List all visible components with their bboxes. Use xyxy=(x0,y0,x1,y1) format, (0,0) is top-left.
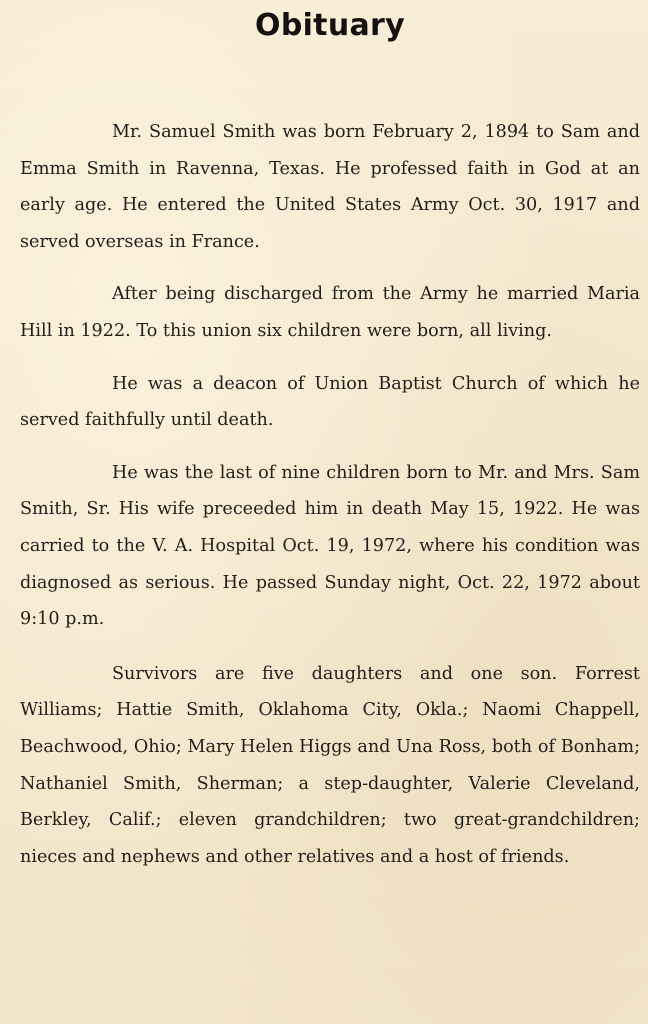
paragraph-church: He was a deacon of Union Baptist Church of which he served faithfully until death. xyxy=(20,373,640,431)
paragraph-marriage: After being discharged from the Army he married Maria Hill in 1922. To this union six children were born, all living. xyxy=(20,284,640,341)
paragraph-birth-and-service: Mr. Samuel Smith was born February 2, 1894 to Sam and Emma Smith in Ravenna, Texas. He professed faith in God at an early age. He entered the United States Army Oct. 30, 1917 and served overseas in France. xyxy=(20,122,640,252)
paragraph-family-and-death: He was the last of nine children born to Mr. and Mrs. Sam Smith, Sr. His wife preceeded him in death May 15, 1922. He was carried to the V. A. Hospital Oct. 19, 1972, where his condition was diagnosed as serious. He passed Sunday night, Oct. 22, 1972 about 9:10 p.m. xyxy=(20,462,640,630)
page-title: Obituary xyxy=(255,8,405,43)
paragraph-survivors: Survivors are five daughters and one son. Forrest Williams; Hattie Smith, Oklahoma City, Okla.; Naomi Chappell, Beachwood, Ohio; Mary Helen Higgs and Una Ross, both of Bonham; Nathaniel Smith, Sherman; a step-daughter, Valerie Cleveland, Berkley, Calif.; eleven grandchildren; two great-grandchildren; nieces and nephews and other relatives and a host of friends. xyxy=(20,663,640,867)
